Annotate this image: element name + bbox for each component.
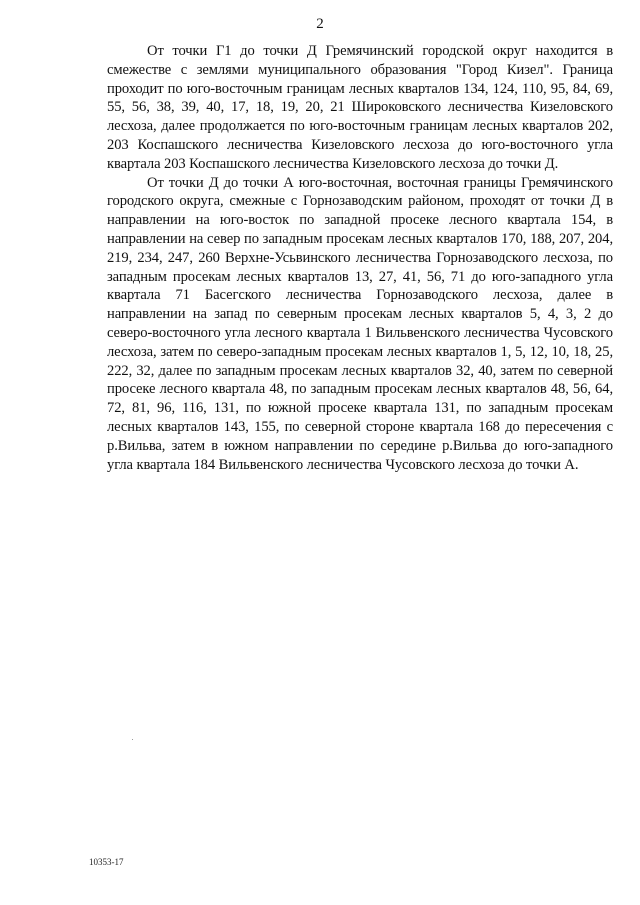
document-body (107, 42, 613, 474)
document-code: 10353-17 (89, 857, 124, 867)
page-number: 2 (316, 16, 324, 32)
paragraph-boundary-d-to-a: От точки Д до точки А юго-восточная, восточная границы Гремячинского городского округа, смежные с Горнозаводским районом, проходят от точки Д в направлении на юго-восток по западной просеке лесного квартала 154, в направлении на север по западным просекам лесных кварталов 170, 188, 207, 204, 219, 234, 247, 260 Верхне-Усьвинского лесничества Горнозаводского лесхоза, по западным просекам лесных кварталов 13, 27, 41, 56, 71 до юго-западного угла квартала 71 Басегского лесничества Горнозаводского лесхоза, далее в направлении на запад по северным просекам лесных кварталов 5, 4, 3, 2 до северо-восточного угла лесного квартала 1 Вильвенского лесничества Чусовского лесхоза, затем по северо-западным просекам лесных кварталов 1, 5, 12, 10, 18, 25, 222, 32, далее по западным просекам лесных кварталов 32, 40, затем по северной просеке лесного квартала 48, по западным просекам лесных кварталов 48, 56, 64, 72, 81, 96, 116, 131, по южной просеке квартала 131, по западным просекам лесных кварталов 143, 155, по северной стороне квартала 168 до пересечения с р.Вильва, затем в южном направлении по середине р.Вильва до юго-западного угла квартала 184 Вильвенского лесничества Чусовского лесхоза до точки А. (107, 174, 613, 473)
paragraph-boundary-g1-to-d: От точки Г1 до точки Д Гремячинский городской округ находится в смежестве с землями муниципального образования "Город Кизел". Граница проходит по юго-восточным границам лесных кварталов 134, 124, 110, 95, 84, 69, 55, 56, 38, 39, 40, 17, 18, 19, 20, 21 Широковского лесничества Кизеловского лесхоза, далее продолжается по юго-восточным границам лесных кварталов 202, 203 Коспашского лесничества Кизеловского лесхоза до юго-восточного угла квартала 203 Коспашского лесничества Кизеловского лесхоза до точки Д. (107, 43, 613, 172)
scan-speck (132, 739, 133, 740)
